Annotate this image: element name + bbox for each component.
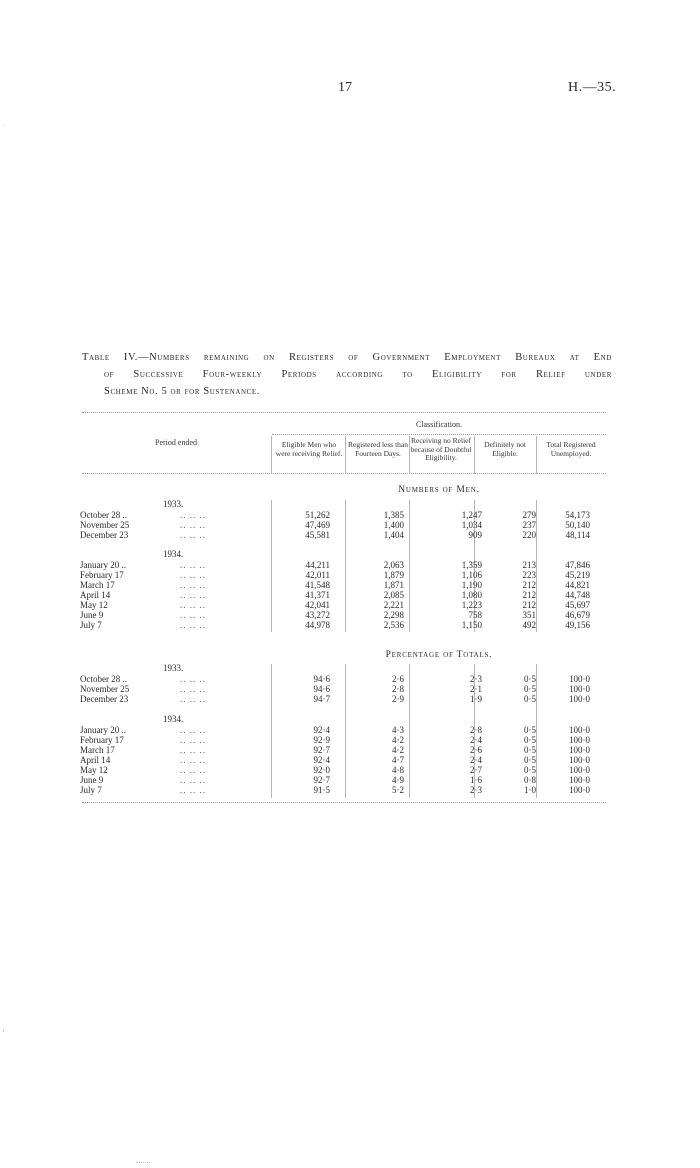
value-cell: 1,150 (461, 620, 482, 630)
value-cell: 212 (522, 590, 536, 600)
header-bottom-rule (82, 473, 606, 474)
value-cell: 1,359 (461, 560, 482, 570)
value-cell: 100·0 (569, 745, 590, 755)
value-cell: 100·0 (569, 785, 590, 795)
period-cell: December 23 (80, 694, 129, 704)
value-cell: 50,140 (565, 520, 590, 530)
col-divider-2 (409, 436, 410, 474)
leader-dots: .. .. .. (180, 590, 206, 600)
value-cell: 44,748 (565, 590, 590, 600)
period-cell: January 20 .. (80, 725, 126, 735)
value-cell: 1,190 (461, 580, 482, 590)
value-cell: 44,821 (565, 580, 590, 590)
value-cell: 4·8 (392, 765, 404, 775)
title-line-3: Scheme No. 5 or for Sustenance. (104, 386, 260, 397)
value-cell: 0·8 (524, 775, 536, 785)
table-row (80, 694, 606, 704)
table-row (80, 560, 606, 570)
value-cell: 92·4 (313, 755, 330, 765)
col-divider-3 (474, 436, 475, 474)
col-divider-1 (345, 436, 346, 474)
value-cell: 92·7 (313, 775, 330, 785)
value-cell: 42,041 (305, 600, 330, 610)
scan-mark (136, 1162, 150, 1163)
period-cell: February 17 (80, 570, 124, 580)
leader-dots: .. .. .. (180, 620, 206, 630)
period-cell: March 17 (80, 580, 115, 590)
leader-dots: .. .. .. (180, 745, 206, 755)
value-cell: 4·7 (392, 755, 404, 765)
value-cell: 2·4 (470, 755, 482, 765)
value-cell: 0·5 (524, 765, 536, 775)
value-cell: 42,011 (305, 570, 330, 580)
period-cell: December 23 (80, 530, 129, 540)
leader-dots: .. .. .. (180, 610, 206, 620)
value-cell: 0·5 (524, 694, 536, 704)
period-cell: June 9 (80, 775, 104, 785)
value-cell: 4·2 (392, 745, 404, 755)
value-cell: 46,679 (565, 610, 590, 620)
value-cell: 492 (522, 620, 536, 630)
value-cell: 212 (522, 600, 536, 610)
value-cell: 1·9 (470, 694, 482, 704)
table-row (80, 765, 606, 775)
value-cell: 0·5 (524, 755, 536, 765)
table-row (80, 775, 606, 785)
leader-dots: .. .. .. (180, 725, 206, 735)
value-cell: 100·0 (569, 735, 590, 745)
value-cell: 0·5 (524, 735, 536, 745)
col2-heading: Registered less than Fourteen Days. (348, 440, 408, 458)
scan-mark (3, 1030, 4, 1032)
year-label: 1934. (163, 549, 184, 559)
leader-dots: .. .. .. (180, 674, 206, 684)
value-cell: 2·6 (392, 674, 404, 684)
value-cell: 45,697 (565, 600, 590, 610)
section-heading-numbers: Numbers of Men. (398, 485, 480, 495)
section-heading-percentages: Percentage of Totals. (385, 650, 493, 660)
table-row (80, 674, 606, 684)
period-cell: November 25 (80, 684, 130, 694)
value-cell: 100·0 (569, 694, 590, 704)
value-cell: 2,221 (383, 600, 404, 610)
table-row (80, 510, 606, 520)
value-cell: 0·5 (524, 725, 536, 735)
value-cell: 1,879 (383, 570, 404, 580)
value-cell: 92·7 (313, 745, 330, 755)
period-cell: July 7 (80, 785, 102, 795)
value-cell: 1,871 (383, 580, 404, 590)
table-row (80, 570, 606, 580)
value-cell: 0·5 (524, 745, 536, 755)
scan-mark (3, 125, 4, 126)
year-label: 1933. (163, 499, 184, 509)
table-row (80, 530, 606, 540)
table-row (80, 600, 606, 610)
col4-heading: Definitely not Eligible. (484, 440, 526, 458)
value-cell: 1,106 (461, 570, 482, 580)
period-cell: May 12 (80, 765, 108, 775)
value-cell: 237 (522, 520, 536, 530)
value-cell: 1·6 (470, 775, 482, 785)
period-cell: April 14 (80, 755, 111, 765)
value-cell: 2·9 (392, 694, 404, 704)
value-cell: 2,085 (383, 590, 404, 600)
col-divider-4 (536, 436, 537, 474)
table-row (80, 590, 606, 600)
value-cell: 758 (468, 610, 482, 620)
leader-dots: .. .. .. (180, 775, 206, 785)
value-cell: 100·0 (569, 684, 590, 694)
table-row (80, 684, 606, 694)
value-cell: 1,080 (461, 590, 482, 600)
value-cell: 91·5 (313, 785, 330, 795)
table-row (80, 725, 606, 735)
value-cell: 43,272 (305, 610, 330, 620)
value-cell: 2·8 (470, 725, 482, 735)
year-label: 1934. (163, 714, 184, 724)
leader-dots: .. .. .. (180, 580, 206, 590)
value-cell: 351 (522, 610, 536, 620)
period-heading: Period ended (155, 438, 197, 447)
leader-dots: .. .. .. (180, 765, 206, 775)
value-cell: 54,173 (565, 510, 590, 520)
document-reference: H.—35. (568, 80, 617, 95)
leader-dots: .. .. .. (180, 560, 206, 570)
table-row (80, 520, 606, 530)
value-cell: 2·7 (470, 765, 482, 775)
period-cell: January 20 .. (80, 560, 126, 570)
table-row (80, 735, 606, 745)
value-cell: 92·4 (313, 725, 330, 735)
value-cell: 44,978 (305, 620, 330, 630)
period-cell: October 28 .. (80, 674, 127, 684)
leader-dots: .. .. .. (180, 735, 206, 745)
value-cell: 4·3 (392, 725, 404, 735)
table-title (82, 349, 612, 400)
value-cell: 2·3 (470, 674, 482, 684)
value-cell: 45,219 (565, 570, 590, 580)
col1-heading: Eligible Men who were receiving Relief. (275, 440, 343, 458)
value-cell: 1,404 (383, 530, 404, 540)
value-cell: 100·0 (569, 775, 590, 785)
value-cell: 0·5 (524, 674, 536, 684)
classification-heading: Classification. (416, 420, 462, 429)
value-cell: 2·1 (470, 684, 482, 694)
period-cell: April 14 (80, 590, 111, 600)
value-cell: 100·0 (569, 725, 590, 735)
year-label: 1933. (163, 663, 184, 673)
classification-rule (272, 434, 606, 435)
leader-dots: .. .. .. (180, 684, 206, 694)
value-cell: 909 (468, 530, 482, 540)
value-cell: 44,211 (305, 560, 330, 570)
value-cell: 1,400 (383, 520, 404, 530)
value-cell: 47,469 (305, 520, 330, 530)
value-cell: 279 (522, 510, 536, 520)
value-cell: 2,298 (383, 610, 404, 620)
col5-heading: Total Registered Unemployed. (546, 440, 596, 458)
value-cell: 2,536 (383, 620, 404, 630)
value-cell: 94·6 (313, 684, 330, 694)
value-cell: 4·2 (392, 735, 404, 745)
value-cell: 1,223 (461, 600, 482, 610)
value-cell: 45,581 (305, 530, 330, 540)
value-cell: 5·2 (392, 785, 404, 795)
leader-dots: .. .. .. (180, 755, 206, 765)
period-cell: June 9 (80, 610, 104, 620)
leader-dots: .. .. .. (180, 570, 206, 580)
value-cell: 47,846 (565, 560, 590, 570)
value-cell: 2·4 (470, 735, 482, 745)
value-cell: 100·0 (569, 674, 590, 684)
value-cell: 212 (522, 580, 536, 590)
value-cell: 41,371 (305, 590, 330, 600)
leader-dots: .. .. .. (180, 600, 206, 610)
leader-dots: .. .. .. (180, 694, 206, 704)
value-cell: 1·0 (524, 785, 536, 795)
value-cell: 213 (522, 560, 536, 570)
value-cell: 2·6 (470, 745, 482, 755)
value-cell: 4·9 (392, 775, 404, 785)
table-row (80, 610, 606, 620)
title-line-2: of Successive Four-weekly Periods according to Eligibility for Relief under (104, 369, 612, 380)
table-row (80, 755, 606, 765)
value-cell: 49,156 (565, 620, 590, 630)
value-cell: 1,034 (461, 520, 482, 530)
value-cell: 100·0 (569, 765, 590, 775)
value-cell: 2·3 (470, 785, 482, 795)
leader-dots: .. .. .. (180, 510, 206, 520)
title-line-1: Table IV.—Numbers remaining on Registers of Government Employment Bureaux at End (82, 352, 612, 363)
table-row (80, 745, 606, 755)
value-cell: 100·0 (569, 755, 590, 765)
value-cell: 92·0 (313, 765, 330, 775)
value-cell: 41,548 (305, 580, 330, 590)
col3-heading: Receiving no Relief because of Doubtful Eligibility. (410, 436, 472, 462)
table-row (80, 620, 606, 630)
col-divider-0 (271, 436, 272, 474)
period-cell: February 17 (80, 735, 124, 745)
period-cell: July 7 (80, 620, 102, 630)
value-cell: 1,247 (461, 510, 482, 520)
value-cell: 48,114 (565, 530, 590, 540)
leader-dots: .. .. .. (180, 785, 206, 795)
value-cell: 223 (522, 570, 536, 580)
table-bottom-rule (82, 802, 606, 803)
value-cell: 0·5 (524, 684, 536, 694)
value-cell: 220 (522, 530, 536, 540)
leader-dots: .. .. .. (180, 530, 206, 540)
value-cell: 92·9 (313, 735, 330, 745)
table-row (80, 785, 606, 795)
value-cell: 2,063 (383, 560, 404, 570)
period-cell: March 17 (80, 745, 115, 755)
table-top-rule (82, 412, 606, 413)
table-row (80, 580, 606, 590)
period-cell: October 28 .. (80, 510, 127, 520)
page-number: 17 (338, 80, 352, 95)
value-cell: 94·6 (313, 674, 330, 684)
value-cell: 1,385 (383, 510, 404, 520)
value-cell: 51,262 (305, 510, 330, 520)
period-cell: November 25 (80, 520, 130, 530)
value-cell: 94·7 (313, 694, 330, 704)
value-cell: 2·8 (392, 684, 404, 694)
period-cell: May 12 (80, 600, 108, 610)
leader-dots: .. .. .. (180, 520, 206, 530)
